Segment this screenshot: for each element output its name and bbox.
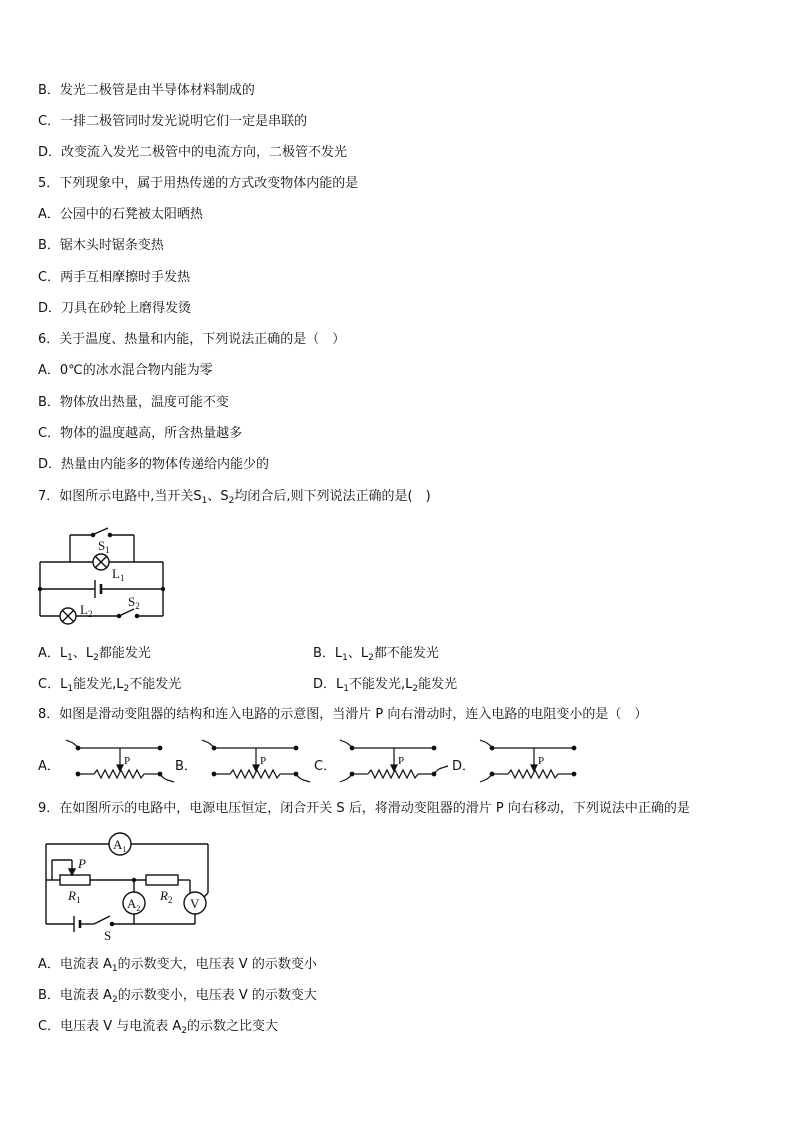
q8-a-slider-label: P	[124, 755, 131, 767]
q8-d-slider-label: P	[538, 755, 545, 767]
q8-rheostat-a	[64, 738, 176, 788]
q6-option-a: A．0℃的冰水混合物内能为零	[38, 363, 213, 378]
q8-b-slider-label: P	[260, 755, 267, 767]
q6-option-c: C．物体的温度越高，所含热量越多	[38, 426, 243, 441]
q4-option-c: C．一排二极管同时发光说明它们一定是串联的	[38, 114, 308, 129]
q7-s1-label: $S_1$	[98, 538, 110, 555]
q8-option-b-label: B．	[175, 759, 197, 774]
q5-option-a: A．公园中的石凳被太阳晒热	[38, 207, 203, 222]
q9-option-c: C．电压表 V 与电流表 $A_2$的示数之比变大	[38, 1019, 279, 1036]
q9-p-label: P	[78, 856, 86, 871]
q9-a2-label: $A_2$	[127, 896, 141, 913]
q7-option-c: C．$L_1$能发光$,L_2$不能发光	[38, 677, 182, 694]
q7-s2-label: $S_2$	[128, 594, 140, 611]
q6-option-b: B．物体放出热量，温度可能不变	[38, 395, 229, 410]
q9-r2-label: $R_2$	[160, 888, 173, 905]
q5-option-d: D．刀具在砂轮上磨得发烫	[38, 301, 192, 316]
q7-circuit-diagram	[30, 520, 180, 630]
q9-stem: 9．在如图所示的电路中，电源电压恒定，闭合开关 S 后，将滑动变阻器的滑片 P 向右移动，下列说法中正确的是	[38, 801, 690, 816]
q8-c-slider-label: P	[398, 755, 405, 767]
q9-v-label: V	[190, 896, 200, 911]
q7-l2-label: $L_2$	[80, 602, 93, 619]
q5-stem: 5．下列现象中，属于用热传递的方式改变物体内能的是	[38, 176, 359, 191]
q4-option-b: B．发光二极管是由半导体材料制成的	[38, 83, 255, 98]
q5-option-b: B．锯木头时锯条变热	[38, 238, 164, 253]
q7-option-d: D．$L_1$不能发光$,L_2$能发光	[313, 677, 458, 694]
q8-rheostat-d	[478, 738, 590, 788]
q9-option-b: B．电流表 $A_2$的示数变小，电压表 V 的示数变大	[38, 988, 317, 1005]
q7-option-b: B．$L_1$、$L_2$都不能发光	[313, 646, 439, 663]
q7-stem: 7．如图所示电路中,当开关$S_1$、$S_2$均闭合后,则下列说法正确的是( )	[38, 489, 431, 506]
q5-option-c: C．两手互相摩擦时手发热	[38, 270, 191, 285]
q7-l1-label: $L_1$	[112, 566, 125, 583]
q9-circuit-diagram	[38, 830, 218, 945]
q6-option-d: D．热量由内能多的物体传递给内能少的	[38, 457, 270, 472]
q4-option-d: D．改变流入发光二极管中的电流方向，二极管不发光	[38, 145, 348, 160]
q9-a1-label: $A_1$	[113, 837, 127, 854]
q8-rheostat-c	[338, 738, 450, 788]
q9-option-a: A．电流表 $A_1$的示数变大，电压表 V 的示数变小	[38, 957, 317, 974]
q9-r1-label: $R_1$	[68, 888, 81, 905]
q7-option-a: A．$L_1$、$L_2$都能发光	[38, 646, 151, 663]
q8-option-c-label: C．	[314, 759, 337, 774]
q8-option-a-label: A．	[38, 759, 60, 774]
q8-stem: 8．如图是滑动变阻器的结构和连入电路的示意图，当滑片 P 向右滑动时，连入电路的电阻变小的是（ ）	[38, 707, 648, 722]
q9-s-label: S	[104, 928, 112, 943]
q6-stem: 6．关于温度、热量和内能，下列说法正确的是（ ）	[38, 332, 346, 347]
q8-rheostat-b	[200, 738, 312, 788]
q8-option-d-label: D．	[452, 759, 476, 774]
